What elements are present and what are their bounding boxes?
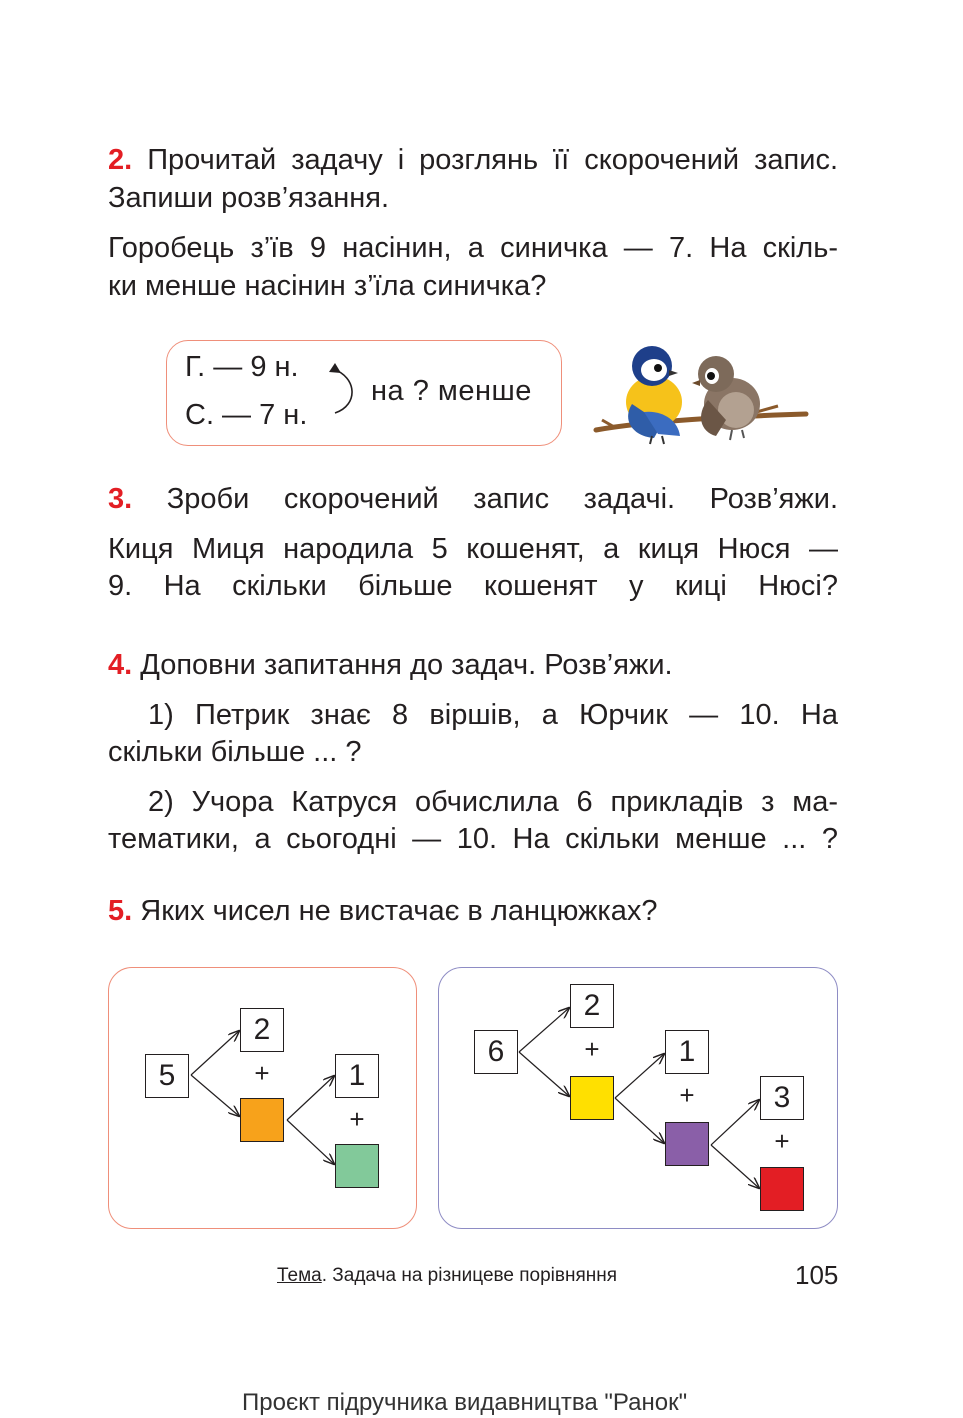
chain2-missing-cell-3[interactable] bbox=[760, 1167, 804, 1211]
topic-line bbox=[277, 1262, 617, 1290]
chain1-box bbox=[108, 967, 417, 1229]
task4-p1-line2: скільки більше ... ? bbox=[108, 736, 362, 768]
task3-problem-line2 bbox=[108, 568, 838, 605]
task4-p2-text2: тематики, а сьогодні — 10. На скільки менше ... ? bbox=[108, 823, 838, 855]
task4-p1-text1: 1) Петрик знає 8 віршів, а Юрчик — 10. На bbox=[148, 699, 838, 731]
chain1-plus2: + bbox=[349, 1104, 365, 1134]
task5-line1 bbox=[108, 893, 657, 930]
short-note-box bbox=[166, 340, 562, 446]
task4-p2-line1 bbox=[148, 784, 838, 821]
task2-problem-line1 bbox=[108, 230, 838, 267]
task2-problem-text1: Горобець з’їв 9 насінин, а синичка — 7. На скіль- bbox=[108, 232, 838, 264]
chain1-add1-cell: 2 bbox=[240, 1008, 284, 1052]
task2-line1 bbox=[108, 142, 838, 179]
task3-number: 3. bbox=[108, 483, 133, 515]
chain2-add3-cell: 3 bbox=[760, 1076, 804, 1120]
chain2-add1-cell: 2 bbox=[570, 984, 614, 1028]
task3-line1 bbox=[108, 481, 838, 518]
chain2-add2-cell: 1 bbox=[665, 1030, 709, 1074]
chain2-plus1: + bbox=[584, 1034, 600, 1064]
project-note: Проєкт підручника видавництва "Ранок" bbox=[242, 1389, 688, 1416]
note-row-titmouse: С. — 7 н. bbox=[185, 399, 308, 431]
chain1-missing-cell-2[interactable] bbox=[335, 1144, 379, 1188]
task4-number: 4. bbox=[108, 649, 133, 681]
task5-instruction: Яких чисел не вистачає в ланцюжках? bbox=[140, 895, 658, 927]
task2-number: 2. bbox=[108, 144, 133, 176]
chain2-start-cell: 6 bbox=[474, 1030, 518, 1074]
task2-instruction: Прочитай задачу і розглянь її скорочений запис. bbox=[147, 144, 838, 176]
task3-problem-line1 bbox=[108, 531, 838, 568]
note-row-sparrow: Г. — 9 н. bbox=[185, 351, 299, 383]
chain2-missing-cell-1[interactable] bbox=[570, 1076, 614, 1120]
task3-problem-text2: 9. На скільки більше кошенят у киці Нюсі? bbox=[108, 570, 838, 602]
chain1-add2-cell: 1 bbox=[335, 1054, 379, 1098]
chain1-start-cell: 5 bbox=[145, 1054, 189, 1098]
task4-p1-line1 bbox=[148, 697, 838, 734]
task5-number: 5. bbox=[108, 895, 133, 927]
task4-p2-text1: 2) Учора Катруся обчислила 6 прикладів з ма- bbox=[148, 786, 838, 818]
task4-p2-line2 bbox=[108, 821, 838, 858]
birds-illustration bbox=[592, 340, 812, 450]
task2-instruction-line2: Запиши розв’язання. bbox=[108, 182, 390, 214]
chain1-plus1: + bbox=[254, 1058, 270, 1088]
task4-instruction: Доповни запитання до задач. Розв’яжи. bbox=[140, 649, 673, 681]
topic-label: Тема bbox=[277, 1265, 322, 1286]
chain2-box bbox=[438, 967, 838, 1229]
chain2-plus2: + bbox=[679, 1080, 695, 1110]
topic-text: . Задача на різницеве порівняння bbox=[321, 1265, 618, 1286]
task3-problem-text1: Киця Миця народила 5 кошенят, а киця Нюся — bbox=[108, 533, 838, 565]
chain1-missing-cell-1[interactable] bbox=[240, 1098, 284, 1142]
page-number: 105 bbox=[795, 1260, 839, 1290]
chain2-missing-cell-2[interactable] bbox=[665, 1122, 709, 1166]
task3-instruction: Зроби скорочений запис задачі. Розв’яжи. bbox=[166, 483, 839, 515]
note-compare-text: на ? менше bbox=[371, 375, 532, 407]
task2-problem-line2: ки менше насінин з’їла синичка? bbox=[108, 270, 547, 302]
task4-line1 bbox=[108, 647, 673, 684]
chain2-plus3: + bbox=[774, 1126, 790, 1156]
